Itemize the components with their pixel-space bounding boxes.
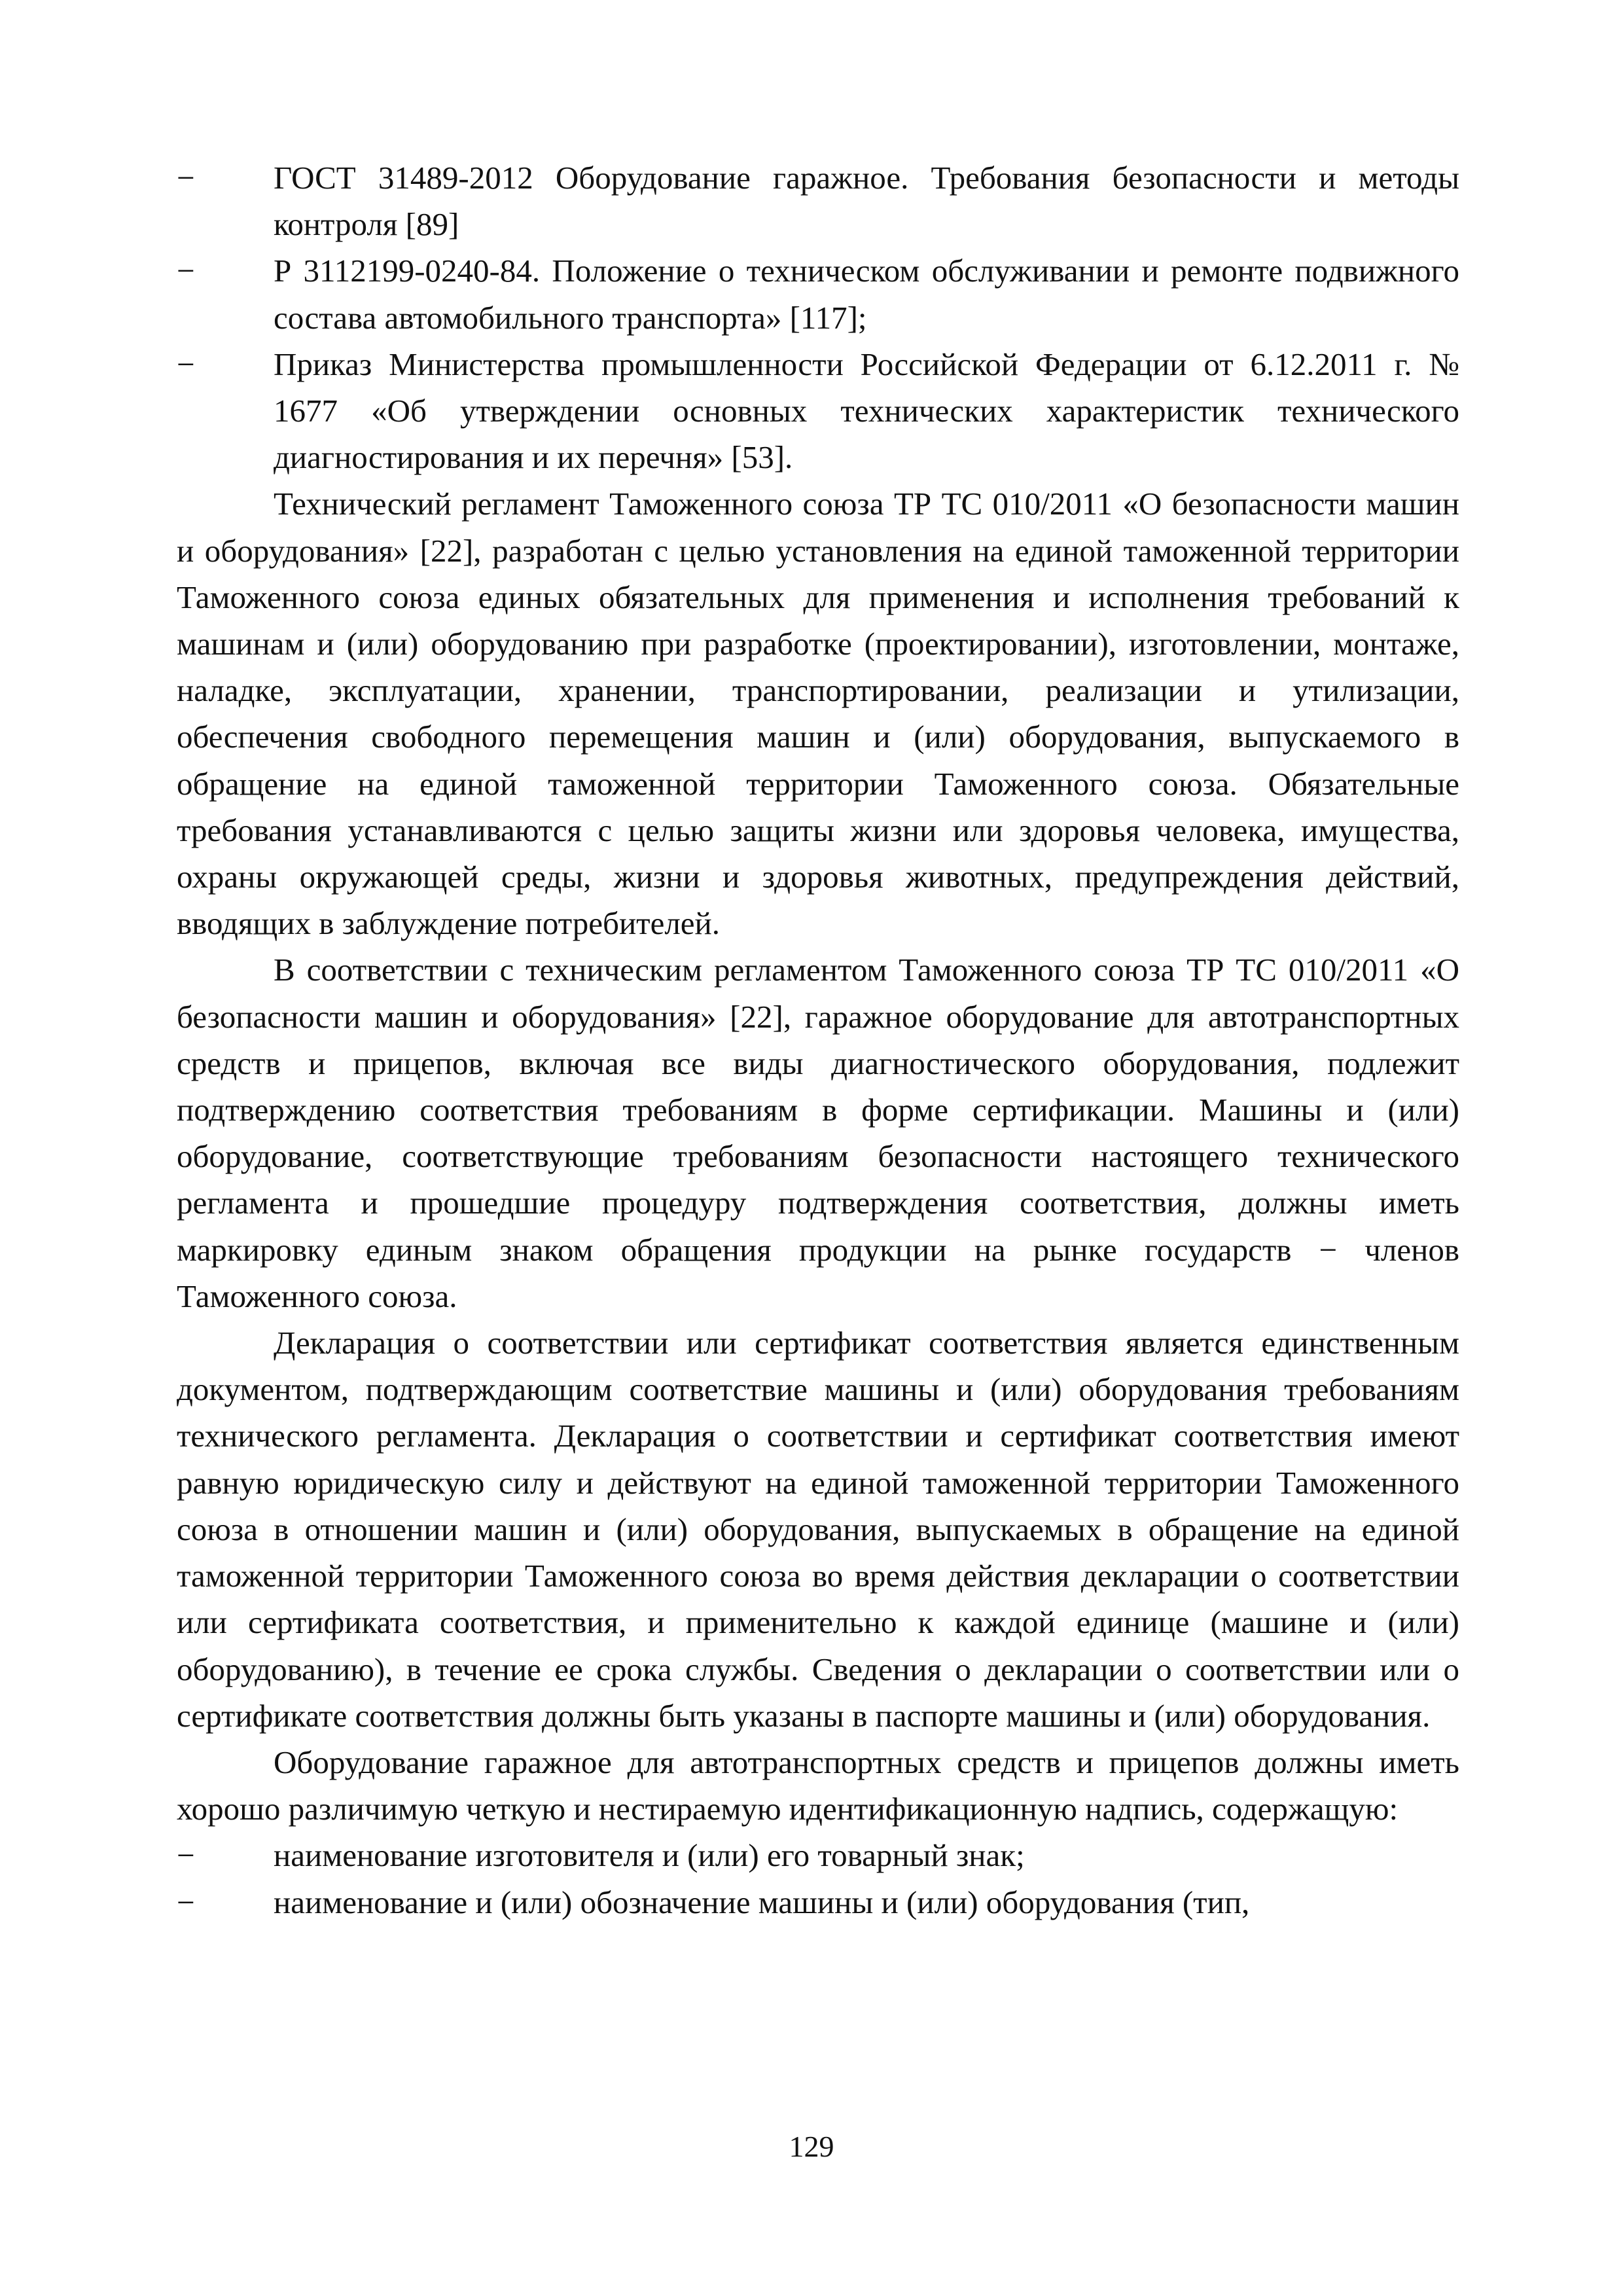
- list-item-text: Р 3112199-0240-84. Положение о техническом обслуживании и ремонте подвижного состава автомобильного транспорта» [117];: [274, 253, 1459, 336]
- paragraph-technical-regulation: Технический регламент Таможенного союза ТР ТС 010/2011 «О безопасности машин и оборудования» [22], разработан с целью установления на единой таможенной территории Таможенного союза единых обязательных для применения и исполнения требований к машинам и (или) оборудованию при разработке (проектировании), изготовлении, монтаже, наладке, эксплуатации, хранении, транспортировании, реализации и утилизации, обеспечения свободного перемещения машин и (или) оборудования, выпускаемого в обращение на единой таможенной территории Таможенного союза. Обязательные требования устанавливаются с целью защиты жизни или здоровья человека, имущества, охраны окружающей среды, жизни и здоровья животных, предупреждения действий, вводящих в заблуждение потребителей.: [177, 486, 1459, 942]
- dash-marker: −: [177, 346, 195, 382]
- paragraph-certification: В соответствии с техническим регламентом Таможенного союза ТР ТС 010/2011 «О безопасности машин и оборудования» [22], гаражное оборудование для автотранспортных средств и прицепов, включая все виды диагностического оборудования, подлежит подтверждению соответствия требованиям в форме сертификации. Машины и (или) оборудование, соответствующие требованиям безопасности настоящего технического регламента и прошедшие процедуру подтверждения соответствия, должны иметь маркировку единым знаком обращения продукции на рынке государств − членов Таможенного союза.: [177, 952, 1459, 1314]
- list-item: [177, 341, 1459, 481]
- list-item: [177, 154, 1459, 247]
- page-content: [177, 154, 1459, 1926]
- list-item-text: наименование и (или) обозначение машины и (или) оборудования (тип,: [274, 1884, 1250, 1920]
- list-item: [177, 247, 1459, 340]
- dash-marker: −: [177, 1837, 195, 1874]
- list-item-text: ГОСТ 31489-2012 Оборудование гаражное. Требования безопасности и методы контроля [89]: [274, 160, 1459, 243]
- paragraph-marking: Оборудование гаражное для автотранспортных средств и прицепов должны иметь хорошо различимую четкую и нестираемую идентификационную надпись, содержащую:: [177, 1744, 1459, 1827]
- list-item: [177, 1832, 1459, 1878]
- paragraph-declaration: Декларация о соответствии или сертификат соответствия является единственным документом, подтверждающим соответствие машины и (или) оборудования требованиям технического регламента. Декларация о соответствии и сертификат соответствия имеют равную юридическую силу и действуют на единой таможенной территории Таможенного союза в отношении машин и (или) оборудования, выпускаемых в обращение на единой таможенной территории Таможенного союза во время действия декларации о соответствии или сертификата соответствия, и применительно к каждой единице (машине и (или) оборудованию), в течение ее срока службы. Сведения о декларации о соответствии или о сертификате соответствия должны быть указаны в паспорте машины и (или) оборудования.: [177, 1325, 1459, 1734]
- list-item-text: Приказ Министерства промышленности Российской Федерации от 6.12.2011 г. № 1677 «Об утверждении основных технических характеристик технического диагностирования и их перечня» [53].: [274, 346, 1459, 476]
- dash-marker: −: [177, 1884, 195, 1920]
- page-number: 129: [789, 2130, 834, 2163]
- list-item: [177, 1879, 1459, 1926]
- dash-marker: −: [177, 253, 195, 289]
- dash-marker: −: [177, 160, 195, 196]
- list-item-text: наименование изготовителя и (или) его товарный знак;: [274, 1837, 1025, 1874]
